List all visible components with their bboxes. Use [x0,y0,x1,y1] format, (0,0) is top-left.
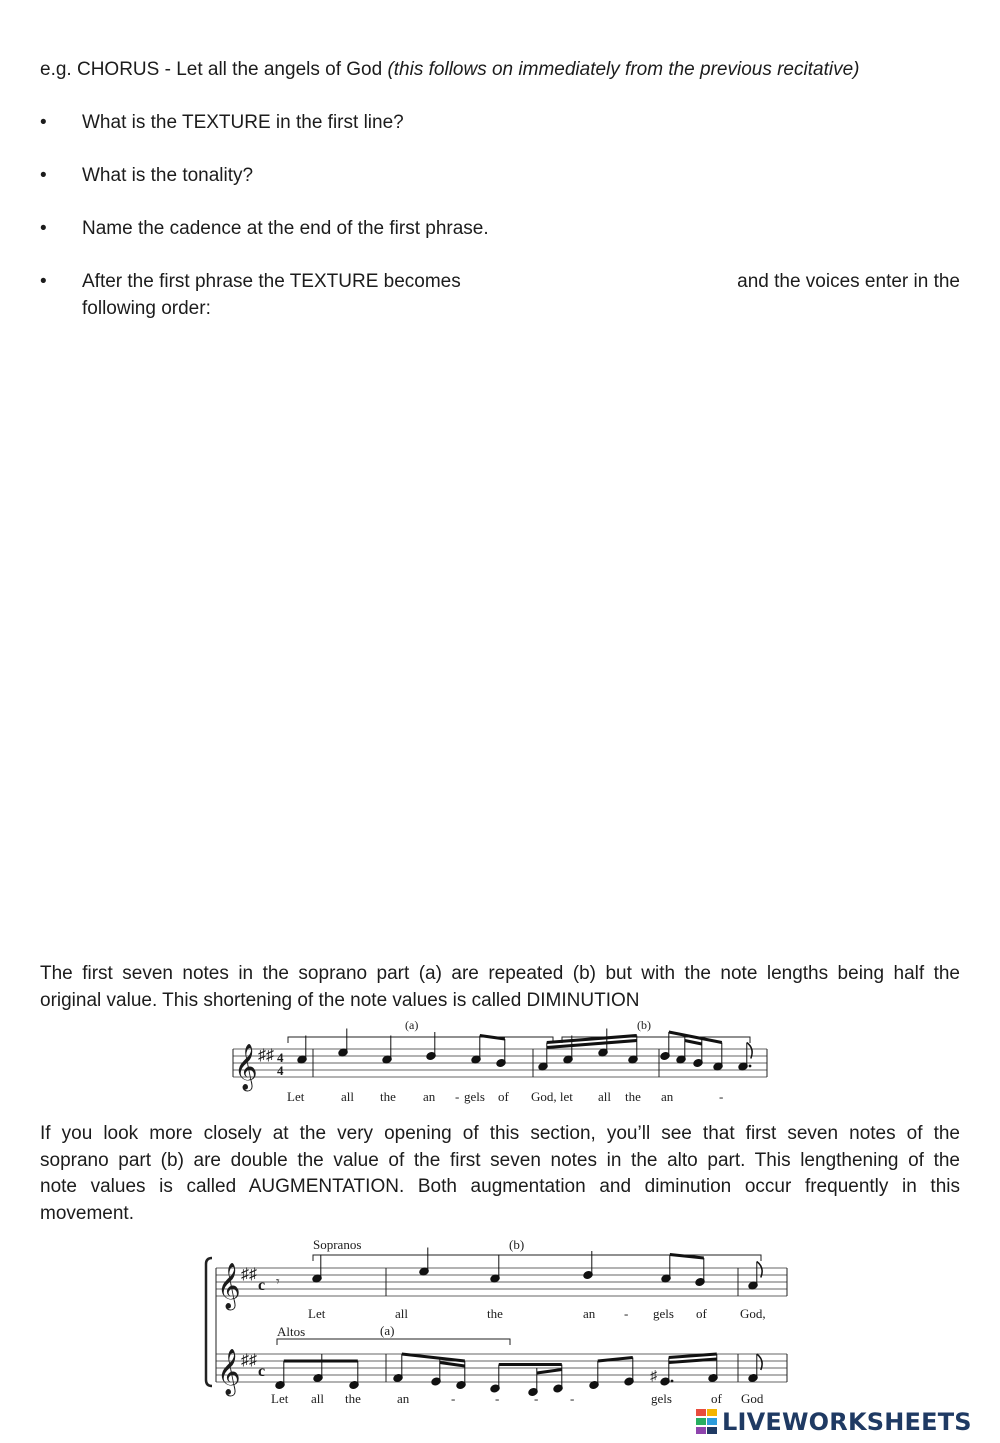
lyric-syllable: an [661,1089,674,1104]
key-signature-icon: ♯♯ [241,1266,257,1283]
bracket-a [277,1339,510,1345]
key-signature-icon: ♯♯ [258,1047,274,1064]
paragraph-line: soprano part (b) are double the value of the first seven notes in the alto part. This lengthening of the [40,1149,960,1171]
alto-lyrics [271,1391,764,1406]
common-time-icon: c [258,1363,266,1380]
note-flag [757,1354,762,1370]
notes [297,1029,752,1071]
paragraph-line: note values is called AUGMENTATION. Both augmentation and diminution occur frequently in this [40,1176,960,1198]
lyric-syllable: gels [651,1391,672,1406]
lyric-syllable: God [741,1391,764,1406]
sharp-accidental-icon: ♯ [650,1369,657,1384]
question-text: What is the tonality? [82,165,254,186]
lyrics [287,1089,723,1104]
note-beam [669,1354,717,1358]
note-beam [669,1359,717,1363]
bracket-a-label: (a) [405,1018,419,1032]
lyric-syllable: all [598,1089,611,1104]
common-time-icon: c [258,1277,266,1294]
lyric-syllable: God, let [531,1089,573,1104]
lyric-syllable: of [711,1391,722,1406]
note-beam [402,1354,465,1361]
lyric-syllable: the [345,1391,361,1406]
question-text: After the first phrase the TEXTURE becomes [82,271,461,292]
lyric-syllable: gels [464,1089,485,1104]
paragraph-line: If you look more closely at the very opening of this section, you’ll see that first seven notes of the [40,1123,960,1144]
lyric-syllable: the [487,1306,503,1321]
treble-clef-icon: 𝄞 [217,1349,241,1394]
lyric-syllable: all [311,1391,324,1406]
lyric-syllable: of [696,1306,707,1321]
lyric-syllable: Let [271,1391,289,1406]
lyric-syllable: an [583,1306,596,1321]
lyric-syllable: the [625,1089,641,1104]
note-beam [480,1036,505,1040]
bullet: • [40,112,47,133]
augmentation-score [198,1234,798,1406]
bracket-a-label: (a) [380,1323,395,1338]
treble-clef-icon: 𝄞 [217,1263,241,1308]
lyric-syllable: - [719,1089,724,1104]
soprano-notes [312,1248,762,1290]
bracket-b-label: (b) [637,1018,651,1032]
soprano-lyrics [308,1306,766,1321]
eighth-rest-icon: 𝄾 [276,1275,280,1290]
lyric-syllable: of [498,1089,509,1104]
key-signature-icon: ♯♯ [241,1352,257,1369]
note-beam [537,1370,562,1374]
note-beam [440,1363,465,1367]
bracket-b-label: (b) [509,1237,525,1252]
dot [671,1380,674,1383]
question-text-line2: following order: [82,298,211,319]
lyric-syllable: gels [653,1306,674,1321]
diminution-score [225,1013,785,1108]
lyric-syllable: the [380,1089,396,1104]
intro-note: (this follows on immediately from the previous recitative) [387,59,860,80]
bullet: • [40,271,47,292]
paragraph-line: movement. [40,1203,134,1225]
logo-icon [696,1409,718,1435]
intro-line [40,56,859,83]
lyric-syllable: - [570,1391,575,1406]
brand-name: LIVEWORKSHEETS [722,1408,972,1436]
lyric-syllable: - [455,1089,460,1104]
lyric-syllable: an [423,1089,436,1104]
augmentation-paragraph [40,1121,960,1228]
lyric-syllable: all [341,1089,354,1104]
diminution-paragraph [40,961,960,1014]
time-signature-icon: 4 [277,1063,284,1078]
lyric-syllable: - [534,1391,539,1406]
lyric-syllable: Let [308,1306,326,1321]
question-text: What is the TEXTURE in the first line? [82,112,404,133]
bullet: • [40,218,47,239]
question-text-continued: and the voices enter in the [737,271,960,292]
paragraph-line: original value. This shortening of the note values is called DIMINUTION [40,989,640,1011]
brace-icon [206,1258,212,1386]
lyric-syllable: - [451,1391,456,1406]
treble-clef-icon: 𝄞 [234,1044,258,1089]
lyric-syllable: - [624,1306,629,1321]
bracket-a [288,1037,553,1043]
intro-heading: e.g. CHORUS - Let all the angels of God [40,59,388,80]
bullet: • [40,165,47,186]
lyric-syllable: Let [287,1089,305,1104]
lyric-syllable: an [397,1391,410,1406]
paragraph-line: The first seven notes in the soprano part (a) are repeated (b) but with the note lengths being half the [40,963,960,984]
note-beam [598,1358,633,1362]
alto-label: Altos [277,1324,306,1339]
dot [749,1065,752,1068]
note-beam [685,1041,702,1045]
time-signature-icon: 4 [277,1050,284,1065]
lyric-syllable: all [395,1306,408,1321]
lyric-syllable: - [495,1391,500,1406]
question-text: Name the cadence at the end of the first phrase. [82,218,489,239]
alto-staff-lines [216,1354,787,1382]
liveworksheets-logo [696,1407,972,1437]
soprano-label: Sopranos [313,1237,362,1252]
lyric-syllable: God, [740,1306,766,1321]
